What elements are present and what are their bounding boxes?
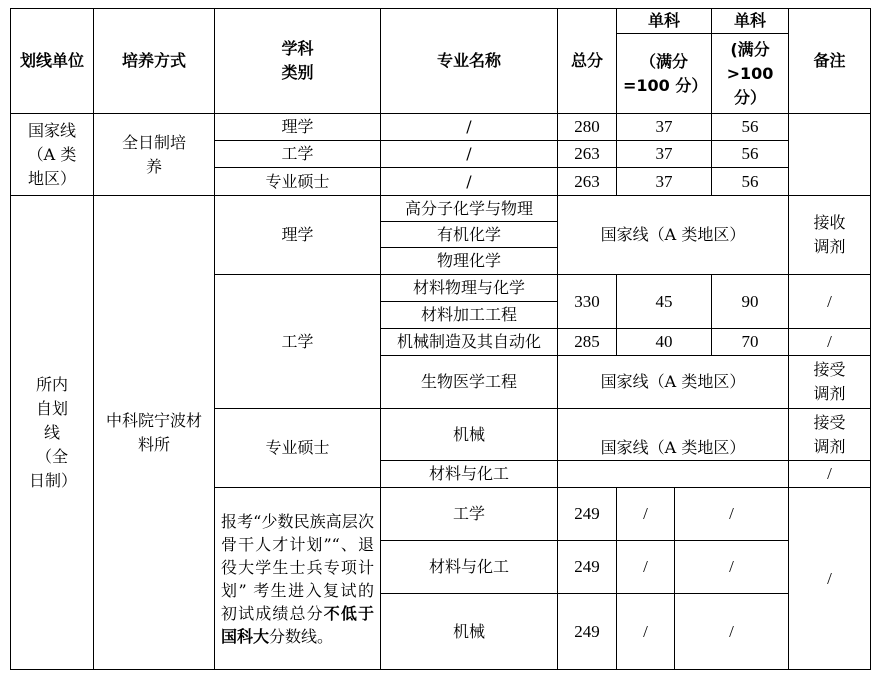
special-remark: / — [827, 568, 832, 588]
special-row-total: 249 — [574, 557, 600, 576]
special-row-s1: / — [643, 504, 648, 523]
special-row-s1: / — [643, 557, 648, 576]
header-total: 总分 — [570, 51, 603, 70]
national-row-major: / — [466, 171, 472, 191]
engineering-a-remark: / — [827, 291, 832, 311]
header-category: 学科类别 — [281, 39, 314, 82]
header-remark: 备注 — [813, 51, 846, 70]
header-single1-bottom: （满分=100 分） — [623, 51, 708, 95]
engineering-a-s2: 90 — [741, 291, 759, 311]
header-major: 专业名称 — [436, 51, 501, 70]
national-row-s1: 37 — [655, 144, 673, 163]
special-row-major: 机械 — [452, 621, 485, 641]
special-row-s2: / — [729, 504, 734, 523]
national-row-category: 专业硕士 — [265, 171, 330, 191]
header-single2-top: 单科 — [733, 11, 766, 30]
science-major: 高分子化学与物理 — [404, 198, 533, 218]
engineering-major: 材料物理与化学 — [412, 278, 525, 297]
special-note-suffix: 分数线。 — [269, 626, 334, 646]
special-row-s2: / — [729, 557, 734, 576]
national-row-total: 263 — [574, 171, 600, 191]
engineering-c-remark: 接受调剂 — [813, 360, 846, 403]
professional-a-line: 国家线（A 类地区） — [600, 438, 746, 457]
national-row-major: / — [466, 117, 472, 136]
professional-a-remark: 接受调剂 — [813, 412, 846, 456]
science-major: 有机化学 — [436, 224, 501, 244]
special-row-s2: / — [729, 621, 734, 641]
professional-b-remark: / — [827, 464, 832, 483]
special-row-total: 249 — [574, 504, 600, 523]
science-remark: 接收调剂 — [813, 213, 846, 256]
professional-major: 机械 — [452, 424, 485, 444]
national-row-s2: 56 — [741, 144, 759, 163]
national-row-s2: 56 — [741, 171, 759, 191]
national-row-category: 理学 — [281, 117, 314, 136]
national-row-major: / — [466, 144, 472, 163]
header-mode: 培养方式 — [121, 51, 186, 70]
engineering-b-s1: 40 — [655, 332, 673, 351]
engineering-major: 材料加工工程 — [420, 305, 517, 324]
header-unit: 划线单位 — [19, 51, 84, 70]
engineering-category: 工学 — [281, 331, 314, 351]
header-single2-bottom: (满分>100分） — [726, 39, 774, 107]
engineering-major: 机械制造及其自动化 — [396, 332, 541, 351]
professional-category: 专业硕士 — [265, 438, 330, 457]
header-single1-top: 单科 — [647, 11, 680, 30]
engineering-c-line: 国家线（A 类地区） — [600, 372, 746, 391]
special-row-major: 工学 — [452, 504, 485, 523]
engineering-a-total: 330 — [574, 291, 600, 311]
engineering-b-total: 285 — [574, 332, 600, 351]
science-line: 国家线（A 类地区） — [600, 225, 746, 244]
engineering-b-remark: / — [827, 332, 832, 351]
national-row-s1: 37 — [655, 117, 673, 136]
special-row-major: 材料与化工 — [428, 557, 509, 576]
national-row-category: 工学 — [281, 144, 314, 163]
engineering-major: 生物医学工程 — [420, 372, 517, 391]
engineering-a-s1: 45 — [655, 291, 673, 311]
special-row-s1: / — [643, 621, 648, 641]
science-category: 理学 — [281, 225, 314, 244]
institute-mode: 中科院宁波材料所 — [106, 410, 203, 454]
national-row-total: 263 — [574, 144, 600, 163]
special-note-prefix: 报考“少数民族高层次骨干人才计划”“、退役大学生士兵专项计划” 考生进入复试的初试成绩总分 — [221, 511, 374, 623]
professional-major: 材料与化工 — [428, 464, 509, 483]
science-major: 物理化学 — [436, 251, 501, 270]
engineering-b-s2: 70 — [741, 332, 759, 351]
institute-unit: 所内自划线（全日制） — [29, 374, 78, 490]
special-note-bold: 不低于国科大 — [221, 603, 374, 646]
national-row-s1: 37 — [655, 171, 673, 191]
national-mode: 全日制培养 — [122, 132, 187, 176]
national-row-s2: 56 — [741, 117, 759, 136]
special-row-total: 249 — [574, 621, 600, 641]
special-program-note — [215, 488, 380, 669]
national-row-total: 280 — [574, 117, 600, 136]
national-unit: 国家线（A 类地区） — [27, 120, 77, 188]
